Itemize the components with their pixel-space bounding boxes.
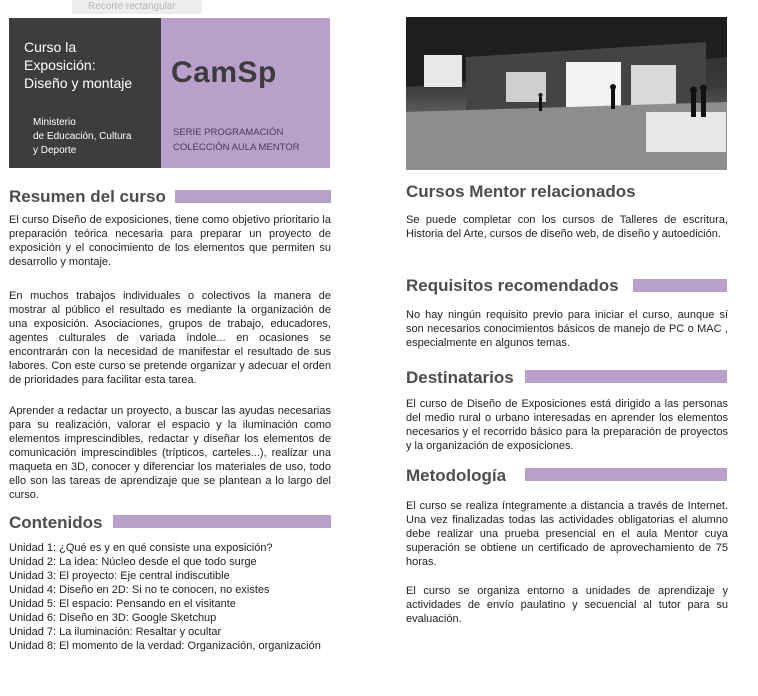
ministry-name: Ministerio de Educación, Cultura y Deporte [33, 117, 132, 156]
unit-item: Unidad 6: Diseño en 3D: Google Sketchup [9, 612, 217, 624]
metodologia-heading-bar [525, 468, 727, 481]
cursos-heading: Cursos Mentor relacionados [406, 182, 636, 201]
exhibition-photo [406, 17, 727, 170]
unit-item: Unidad 5: El espacio: Pensando en el visitante [9, 598, 236, 610]
resumen-heading: Resumen del curso [9, 187, 166, 206]
requisitos-heading-bar [633, 279, 727, 292]
metodologia-paragraph-2: El curso se organiza entorno a unidades de aprendizaje y actividades de envío paulatino y secuencial al tutor para su evaluación. [406, 585, 728, 625]
unit-item: Unidad 7: La iluminación: Resaltar y ocultar [9, 626, 222, 638]
header-logo-block [161, 18, 330, 168]
destinatarios-paragraph: El curso de Diseño de Exposiciones está dirigido a las personas del medio rural o urbano interesadas en aprender los elementos necesarios y el recorrido básico para la preparación de proyectos y la organización de exposiciones. [406, 398, 728, 452]
resumen-paragraph-3: Aprender a redactar un proyecto, a buscar las ayudas necesarias para su realización, valorar el espacio y la iluminación como elementos imprescindibles, redactar y diseñar los elementos de comunicación imprescindibles (trípticos, carteles...), realizar una maqueta en 3D, conocer y diferenciar los materiales de uso, todo ello son las tareas de aprendizaje que se plantean a lo largo del curso. [9, 405, 331, 501]
requisitos-paragraph: No hay ningún requisito previo para iniciar el curso, aunque sí son necesarios conocimientos básicos de manejo de PC o MAC , especialmente en algunos temas. [406, 309, 728, 349]
destinatarios-heading: Destinatarios [406, 368, 514, 387]
resumen-paragraph-2: En muchos trabajos individuales o colectivos la manera de mostrar al público el resultado es mediante la organización de una exposición. Asociaciones, grupos de trabajo, educadores, agentes culturales de variada índole... en ocasiones se encontrarán con la necesidad de manifestar el resultado de sus labores. Con este curso se pretende organizar y adecuar el orden de prioridades para facilitar esta tarea. [9, 290, 331, 386]
destinatarios-heading-bar [525, 370, 727, 383]
series-label: SERIE PROGRAMACIÓN COLECCIÓN AULA MENTOR [173, 127, 300, 153]
selection-tool-label: Recorte rectangular [72, 0, 202, 14]
unit-item: Unidad 1: ¿Qué es y en qué consiste una exposición? [9, 542, 273, 554]
header-title-block [9, 18, 161, 168]
resumen-paragraph-1: El curso Diseño de exposiciones, tiene como objetivo prioritario la preparación teórica necesaria para preparar un proyecto de exposición y el conocimiento de los elementos que permiten su desarrollo y montaje. [9, 214, 331, 268]
requisitos-heading: Requisitos recomendados [406, 276, 619, 295]
units-list [9, 541, 339, 653]
exhibition-hall-illustration [406, 17, 727, 170]
unit-item: Unidad 2: La idea: Núcleo desde el que todo surge [9, 556, 257, 568]
camsp-logo: CamSp [171, 56, 277, 89]
unit-item: Unidad 4: Diseño en 2D: Si no te conocen, no existes [9, 584, 270, 596]
contenidos-heading: Contenidos [9, 513, 103, 532]
unit-item: Unidad 3: El proyecto: Eje central indiscutible [9, 570, 230, 582]
unit-item: Unidad 8: El momento de la verdad: Organización, organización [9, 640, 321, 652]
cursos-paragraph: Se puede completar con los cursos de Talleres de escritura, Historia del Arte, cursos de diseño web, de diseño y autoedición. [406, 214, 728, 240]
contenidos-heading-bar [113, 515, 331, 528]
metodologia-heading: Metodología [406, 466, 507, 485]
course-title: Curso la Exposición: Diseño y montaje [24, 39, 133, 91]
metodologia-paragraph-1: El curso se realiza íntegramente a distancia a través de Internet. Una vez finalizadas todas las actividades obligatorias el alumno debe realizar una prueba presencial en el aula Mentor cuya superación se obtiene un certificado de aprovechamiento de 75 horas. [406, 500, 728, 568]
resumen-heading-bar [175, 190, 331, 203]
